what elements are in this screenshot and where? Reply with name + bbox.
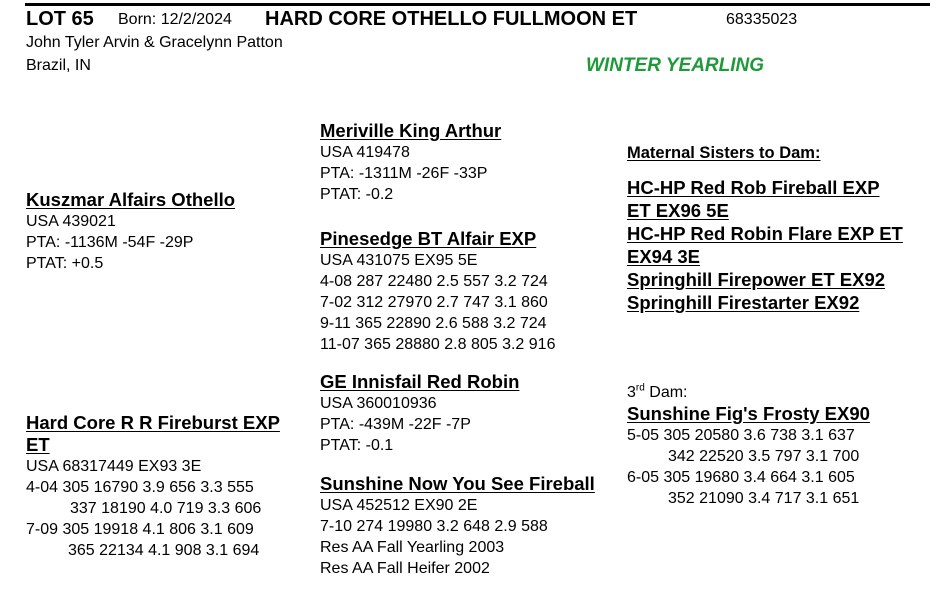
- maternal-sisters-block: [627, 144, 903, 314]
- sister-entry: HC-HP Red Robin Flare EXP ET: [627, 223, 903, 244]
- dam-name-continued: ET: [26, 434, 50, 455]
- dam-dam-block: [320, 473, 595, 579]
- dam-record: 4-04 305 16790 3.9 656 3.3 555: [26, 479, 254, 496]
- dam-dam-name: Sunshine Now You See Fireball: [320, 473, 595, 494]
- sister-entry: Springhill Firestarter EX92: [627, 292, 860, 313]
- dam-dam-award: Res AA Fall Yearling 2003: [320, 539, 505, 556]
- third-dam-block: [627, 382, 870, 509]
- third-dam-record: 352 21090 3.4 717 3.1 651: [668, 490, 860, 507]
- third-dam-record: 6-05 305 19680 3.4 664 3.1 605: [627, 469, 855, 486]
- sire-dam-record: 11-07 365 28880 2.8 805 3.2 916: [320, 336, 556, 353]
- dam-sire-ptat: PTAT: -0.1: [320, 437, 394, 454]
- sire-dam-block: [320, 228, 555, 355]
- sire-dam-record: 4-08 287 22480 2.5 557 3.2 724: [320, 273, 548, 290]
- birth-date: Born: 12/2/2024: [118, 11, 232, 28]
- animal-name: HARD CORE OTHELLO FULLMOON ET: [265, 8, 638, 30]
- header-rule: [25, 3, 930, 6]
- sire-block: [26, 189, 235, 274]
- sire-sire-registration: USA 419478: [320, 144, 410, 161]
- sister-entry: EX94 3E: [627, 246, 701, 267]
- sire-ptat: PTAT: +0.5: [26, 255, 104, 272]
- sire-sire-name: Meriville King Arthur: [320, 120, 502, 141]
- lot-number: LOT 65: [26, 8, 94, 30]
- dam-sire-name: GE Innisfail Red Robin: [320, 371, 520, 392]
- registration-number: 68335023: [726, 11, 798, 28]
- sire-dam-name: Pinesedge BT Alfair EXP: [320, 228, 537, 249]
- third-dam-name: Sunshine Fig's Frosty EX90: [627, 403, 870, 424]
- dam-sire-registration: USA 360010936: [320, 395, 437, 412]
- dam-dam-registration: USA 452512 EX90 2E: [320, 497, 478, 514]
- third-dam-record: 342 22520 3.5 797 3.1 700: [668, 448, 860, 465]
- sire-sire-ptat: PTAT: -0.2: [320, 186, 394, 203]
- owner-names: John Tyler Arvin & Gracelynn Patton: [26, 34, 283, 51]
- sire-dam-record: 9-11 365 22890 2.6 588 3.2 724: [320, 315, 547, 332]
- sire-sire-block: [320, 120, 501, 205]
- dam-record: 7-09 305 19918 4.1 806 3.1 609: [26, 521, 254, 538]
- sire-dam-registration: USA 431075 EX95 5E: [320, 252, 478, 269]
- sire-name: Kuszmar Alfairs Othello: [26, 189, 236, 210]
- dam-registration: USA 68317449 EX93 3E: [26, 458, 202, 475]
- owner-location: Brazil, IN: [26, 57, 91, 74]
- dam-dam-award: Res AA Fall Heifer 2002: [320, 560, 490, 577]
- sister-entry: ET EX96 5E: [627, 200, 729, 221]
- sister-entry: HC-HP Red Rob Fireball EXP: [627, 177, 880, 198]
- sister-entry: Springhill Firepower ET EX92: [627, 269, 886, 290]
- maternal-sisters-heading: Maternal Sisters to Dam:: [627, 144, 821, 162]
- sire-sire-pta: PTA: -1311M -26F -33P: [320, 165, 488, 182]
- dam-dam-record: 7-10 274 19980 3.2 648 2.9 588: [320, 518, 548, 535]
- dam-record: 365 22134 4.1 908 3.1 694: [68, 542, 260, 559]
- dam-block: [26, 412, 280, 561]
- sire-registration: USA 439021: [26, 213, 116, 230]
- dam-sire-block: [320, 371, 519, 456]
- dam-record: 337 18190 4.0 719 3.3 606: [70, 500, 262, 517]
- sire-pta: PTA: -1136M -54F -29P: [26, 234, 194, 251]
- third-dam-record: 5-05 305 20580 3.6 738 3.1 637: [627, 427, 855, 444]
- class-label: WINTER YEARLING: [586, 55, 765, 76]
- dam-sire-pta: PTA: -439M -22F -7P: [320, 416, 471, 433]
- sire-dam-record: 7-02 312 27970 2.7 747 3.1 860: [320, 294, 548, 311]
- dam-name: Hard Core R R Fireburst EXP: [26, 412, 280, 433]
- third-dam-label: 3rd Dam:: [627, 382, 688, 401]
